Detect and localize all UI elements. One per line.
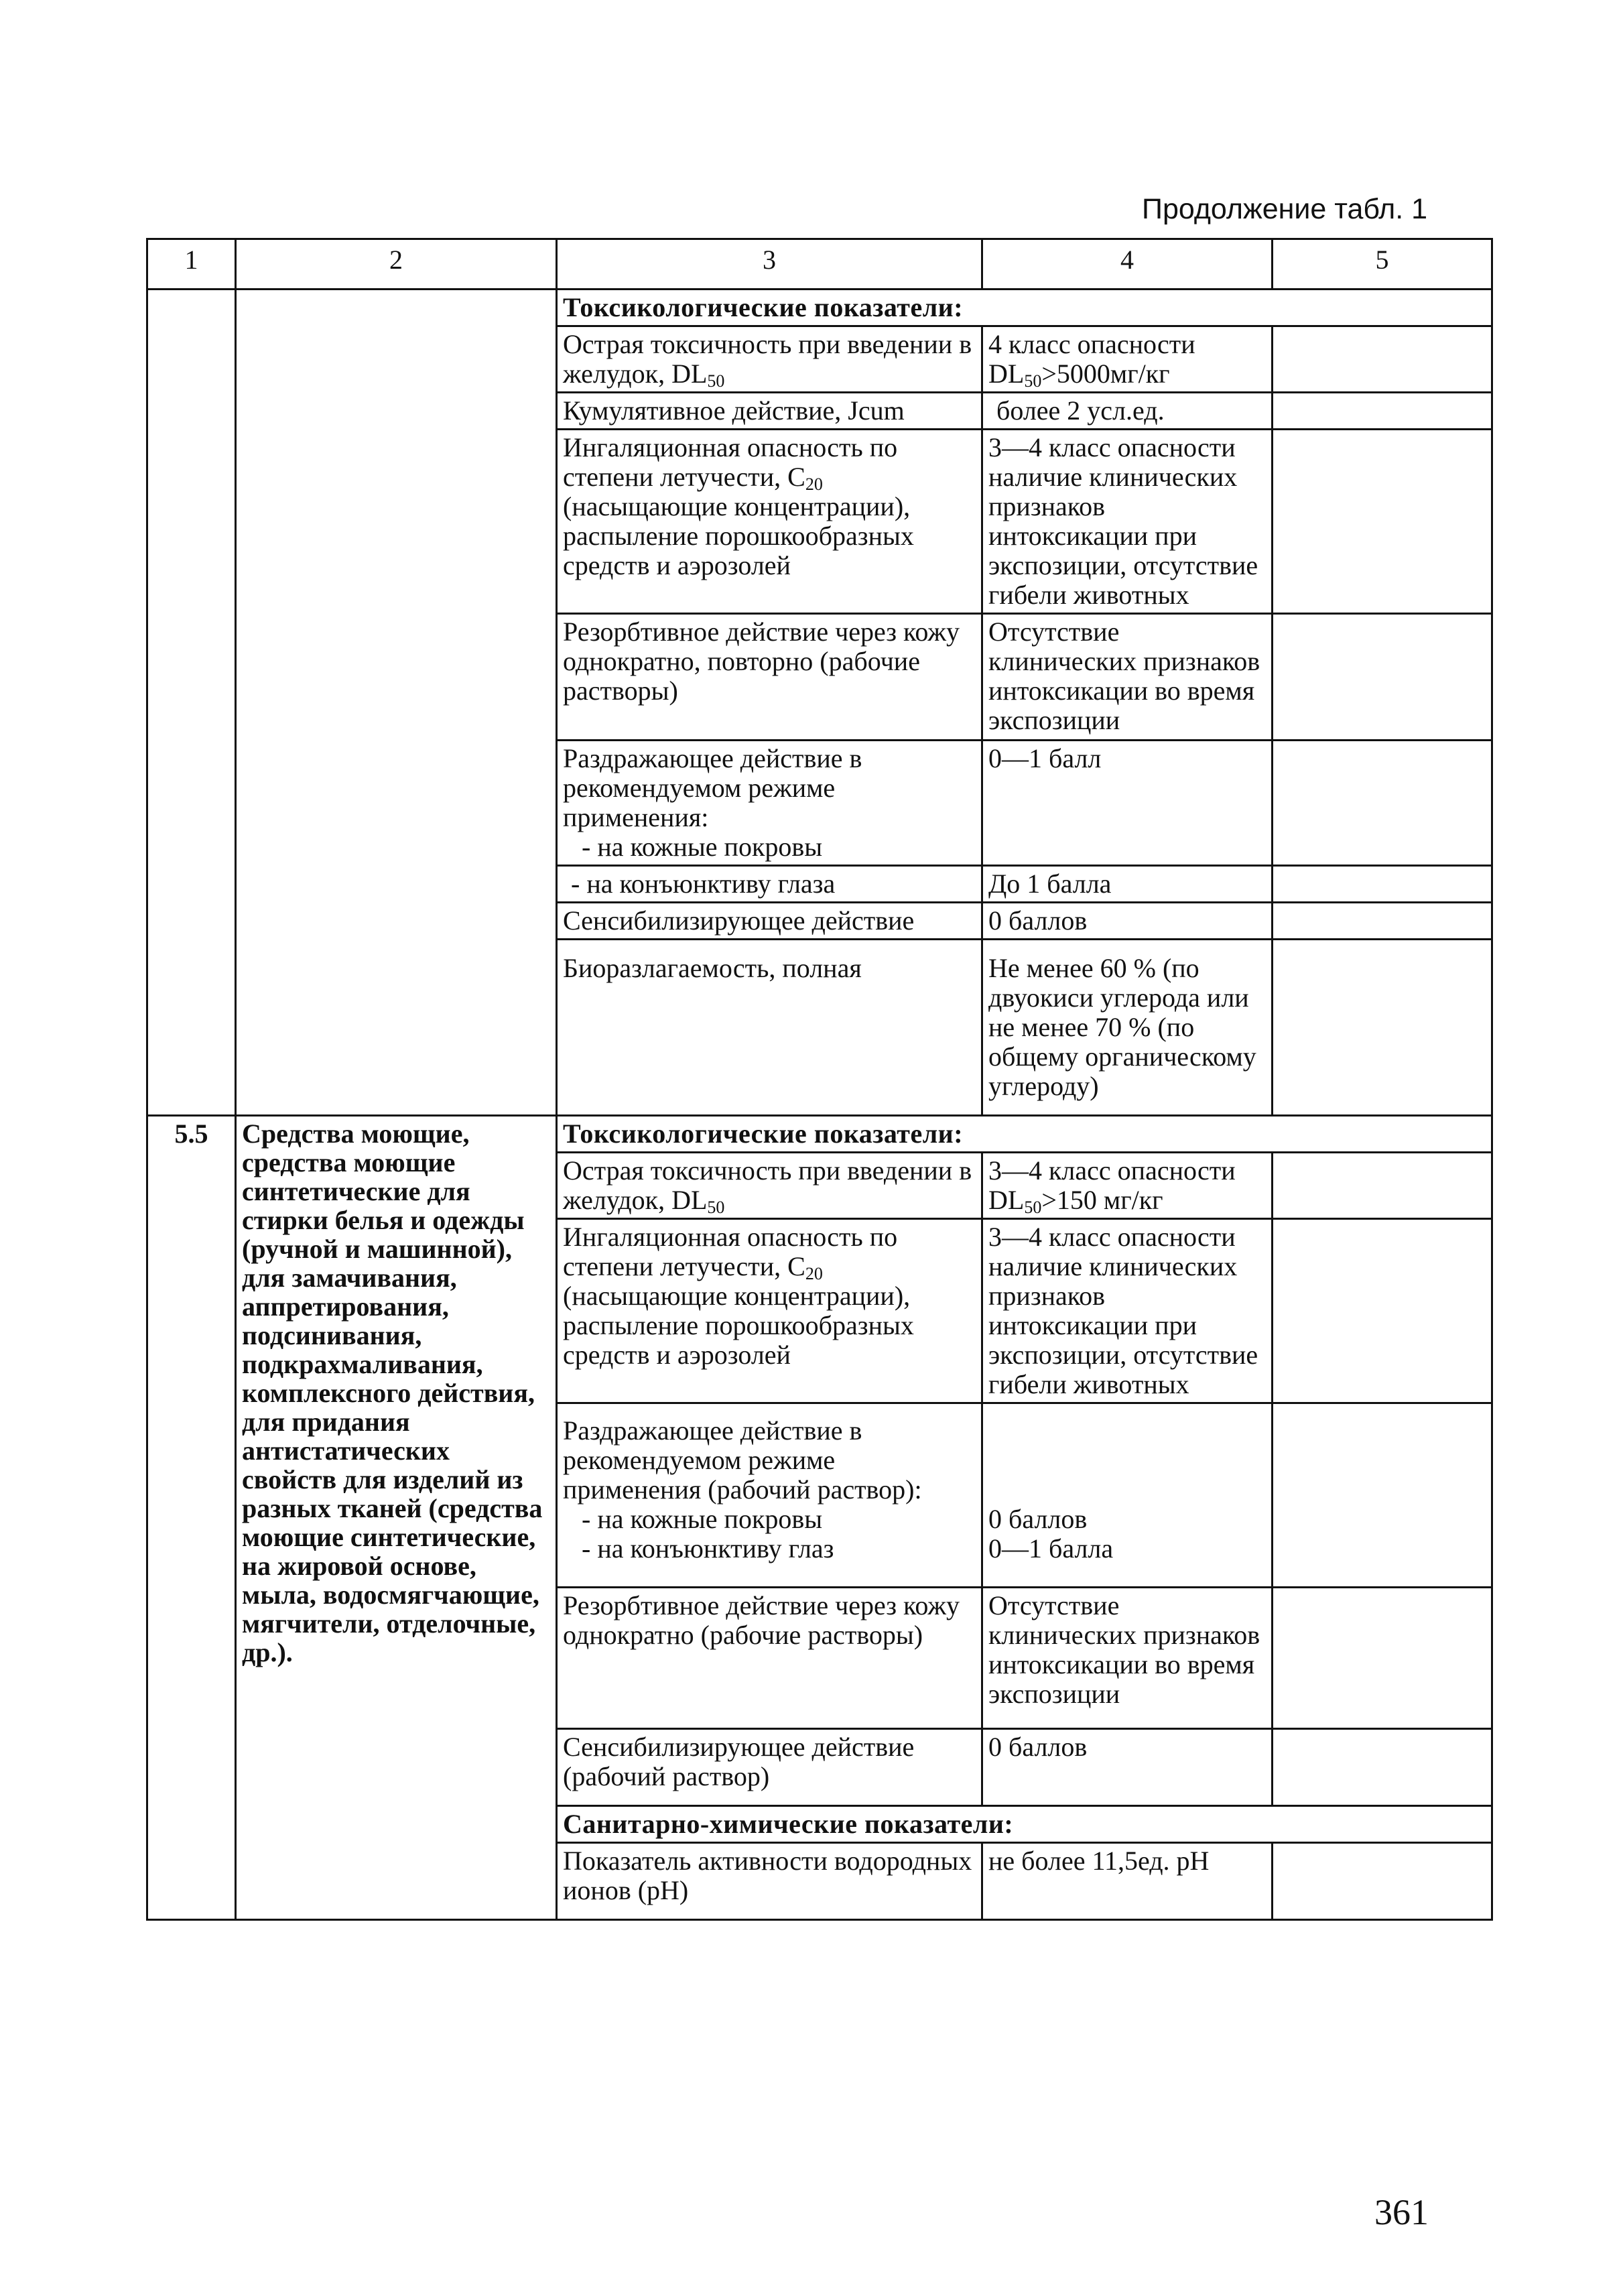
value-cell: 0 баллов bbox=[982, 1729, 1273, 1806]
column-header-2: 2 bbox=[236, 239, 557, 290]
note-cell bbox=[1273, 1588, 1492, 1729]
note-cell bbox=[1273, 741, 1492, 866]
indicator-cell: - на конъюнктиву глаза bbox=[557, 866, 982, 903]
value-cell: Отсутствие клинических признаков интоксикации во время экспозиции bbox=[982, 1588, 1273, 1729]
table-caption: Продолжение табл. 1 bbox=[1142, 193, 1427, 225]
document-table bbox=[146, 238, 1493, 1921]
indicator-cell: Биоразлагаемость, полная bbox=[557, 940, 982, 1116]
indicator-cell: Острая токсичность при введении в желудок, $DL_{50}$ bbox=[557, 1153, 982, 1219]
note-cell bbox=[1273, 1729, 1492, 1806]
section-header-row bbox=[147, 290, 1492, 326]
value-cell: 3—4 класс опасности наличие клинических признаков интоксикации при экспозиции, отсутствие гибели животных bbox=[982, 430, 1273, 614]
indicator-cell: Острая токсичность при введении в желудок, $DL_{50}$ bbox=[557, 326, 982, 393]
value-cell: не более 11,5ед. pH bbox=[982, 1843, 1273, 1920]
section-header: Санитарно-химические показатели: bbox=[557, 1806, 1492, 1843]
note-cell bbox=[1273, 866, 1492, 903]
column-header-5: 5 bbox=[1273, 239, 1492, 290]
indicator-cell: Сенсибилизирующее действие bbox=[557, 903, 982, 940]
indicator-cell: Ингаляционная опасность по степени летучести, $С_{20}$ (насыщающие концентрации), распыление порошкообразных средств и аэрозолей bbox=[557, 1219, 982, 1403]
item-number: 5.5 bbox=[147, 1116, 236, 1920]
note-cell bbox=[1273, 1153, 1492, 1219]
table-header-row bbox=[147, 239, 1492, 290]
column-header-4: 4 bbox=[982, 239, 1273, 290]
indicator-cell: Раздражающее действие в рекомендуемом режиме применения (рабочий раствор): - на кожные покровы - на конъюнктиву глаз bbox=[557, 1403, 982, 1588]
note-cell bbox=[1273, 430, 1492, 614]
section-header: Токсикологические показатели: bbox=[557, 290, 1492, 326]
section-header: Токсикологические показатели: bbox=[557, 1116, 1492, 1153]
value-cell: 4 класс опасности $DL_{50}>5000мг/кг$ bbox=[982, 326, 1273, 393]
value-cell: 0 баллов 0—1 балла bbox=[982, 1403, 1273, 1588]
indicator-cell: Кумулятивное действие, Jcum bbox=[557, 393, 982, 430]
column-header-1: 1 bbox=[147, 239, 236, 290]
note-cell bbox=[1273, 1843, 1492, 1920]
note-cell bbox=[1273, 393, 1492, 430]
value-cell: более 2 усл.ед. bbox=[982, 393, 1273, 430]
product-description: Средства моющие, средства моющие синтетические для стирки белья и одежды (ручной и машинной), для замачивания, аппретирования, подсинивания, подкрахмаливания, комплексного действия, для придания антистатических свойств для изделий из разных тканей (средства моющие синтетические, на жировой основе, мыла, водосмягчающие, мягчители, отделочные, др.). bbox=[236, 1116, 557, 1920]
note-cell bbox=[1273, 326, 1492, 393]
value-cell: Отсутствие клинических признаков интоксикации во время экспозиции bbox=[982, 614, 1273, 741]
value-cell: 0—1 балл bbox=[982, 741, 1273, 866]
note-cell bbox=[1273, 903, 1492, 940]
indicator-cell: Сенсибилизирующее действие (рабочий раствор) bbox=[557, 1729, 982, 1806]
indicator-cell: Резорбтивное действие через кожу однократно (рабочие растворы) bbox=[557, 1588, 982, 1729]
note-cell bbox=[1273, 1403, 1492, 1588]
number-cell bbox=[147, 290, 236, 1116]
indicator-cell: Ингаляционная опасность по степени летучести, $С_{20}$ (насыщающие концентрации), распыление порошкообразных средств и аэрозолей bbox=[557, 430, 982, 614]
column-header-3: 3 bbox=[557, 239, 982, 290]
value-cell: 0 баллов bbox=[982, 903, 1273, 940]
indicator-cell: Показатель активности водородных ионов (pH) bbox=[557, 1843, 982, 1920]
section-header-row bbox=[147, 1116, 1492, 1153]
value-cell: До 1 балла bbox=[982, 866, 1273, 903]
indicator-cell: Резорбтивное действие через кожу однократно, повторно (рабочие растворы) bbox=[557, 614, 982, 741]
value-cell: Не менее 60 % (по двуокиси углерода или не менее 70 % (по общему органическому углероду) bbox=[982, 940, 1273, 1116]
value-cell: 3—4 класс опасности $DL_{50}>150$ мг/кг bbox=[982, 1153, 1273, 1219]
note-cell bbox=[1273, 940, 1492, 1116]
value-cell: 3—4 класс опасности наличие клинических признаков интоксикации при экспозиции, отсутствие гибели животных bbox=[982, 1219, 1273, 1403]
product-cell bbox=[236, 290, 557, 1116]
note-cell bbox=[1273, 614, 1492, 741]
note-cell bbox=[1273, 1219, 1492, 1403]
indicator-cell: Раздражающее действие в рекомендуемом режиме применения: - на кожные покровы bbox=[557, 741, 982, 866]
page-number: 361 bbox=[1374, 2192, 1429, 2232]
